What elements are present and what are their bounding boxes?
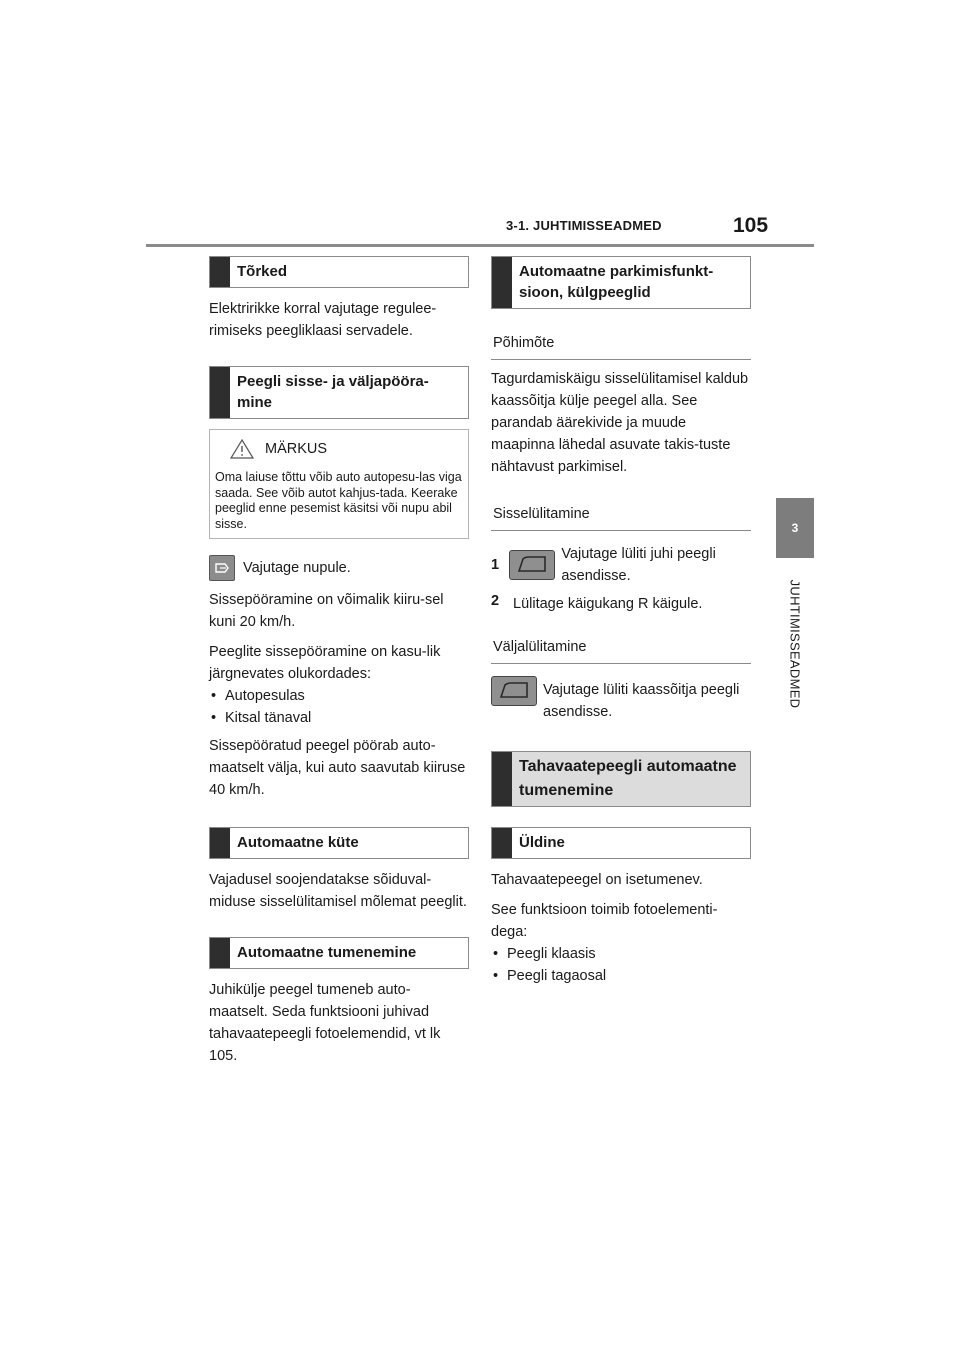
bullet-list xyxy=(209,685,469,729)
section-heading-heat xyxy=(209,827,469,859)
section-heading-general xyxy=(491,827,751,859)
heading-marker xyxy=(492,257,512,308)
section-heading-park xyxy=(491,256,751,309)
heading-marker xyxy=(210,828,230,858)
step-number: 1 xyxy=(491,557,500,573)
instruction-text: Vajutage lüliti kaassõitja peegli asendisse. xyxy=(543,682,740,720)
section-heading-fold xyxy=(209,366,469,419)
section-heading-rear-mirror xyxy=(491,751,751,807)
heading-text: Automaatne küte xyxy=(237,834,359,851)
step-number: 2 xyxy=(491,593,500,609)
paragraph: Vajadusel soojendatakse sõiduval-miduse sisselülitamisel mõlemat peeglit. xyxy=(209,872,467,910)
paragraph: Elektririkke korral vajutage regulee-rimiseks peegliklaasi servadele. xyxy=(209,301,437,339)
list-item: • Peegli tagaosal xyxy=(491,965,751,987)
heading-marker xyxy=(492,752,512,806)
step-text: Lülitage käigukang R käigule. xyxy=(513,596,703,612)
list-item: • Peegli klaasis xyxy=(491,943,751,965)
mirror-fold-button-icon xyxy=(209,555,235,581)
notice-header xyxy=(215,436,463,462)
fold-button-instruction xyxy=(209,555,469,581)
notice-box xyxy=(209,429,469,539)
step-text: Vajutage lüliti juhi peegli asendisse. xyxy=(561,546,716,584)
deactivation-instruction xyxy=(491,676,751,723)
heading-marker xyxy=(210,367,230,418)
passenger-mirror-switch-icon xyxy=(491,676,537,706)
heading-text: Automaatne parkimisfunkt-sioon, külgpeeglid xyxy=(519,263,714,301)
heading-text: Üldine xyxy=(519,834,565,851)
list-item: • Autopesulas xyxy=(209,685,469,707)
heading-text: Tahavaatepeegli automaatne tumenemine xyxy=(519,758,737,799)
paragraph: Peeglite sissepööramine on kasu-lik järgnevates olukordades: xyxy=(209,644,441,682)
chapter-tab: 3 xyxy=(776,498,814,558)
bullet-list xyxy=(491,943,751,987)
heading-text: Automaatne tumenemine xyxy=(237,944,417,961)
subheading-principle: Põhimõte xyxy=(491,333,751,360)
section-heading-torked xyxy=(209,256,469,288)
paragraph: Sissepööratud peegel pöörab auto-maatselt välja, kui auto saavutab kiiruse 40 km/h. xyxy=(209,738,466,798)
header-divider xyxy=(146,244,814,247)
list-item: • Kitsal tänaval xyxy=(209,707,469,729)
notice-title: MÄRKUS xyxy=(265,441,328,457)
warning-icon xyxy=(229,438,255,460)
instruction-text: Vajutage nupule. xyxy=(243,560,351,576)
step-1 xyxy=(491,543,751,587)
right-column xyxy=(491,256,751,987)
step-2 xyxy=(491,593,751,615)
heading-marker xyxy=(492,828,512,858)
chapter-tab-label-text: JUHTIMISSEADMED xyxy=(787,579,803,709)
paragraph: See funktsioon toimib fotoelementi-dega: xyxy=(491,902,718,940)
heading-text: Peegli sisse- ja väljapööra-mine xyxy=(237,373,429,411)
heading-text: Tõrked xyxy=(237,263,288,280)
heading-marker xyxy=(210,938,230,968)
subheading-activation: Sisselülitamine xyxy=(491,504,751,531)
paragraph: Juhikülje peegel tumeneb auto-maatselt. Seda funktsiooni juhivad tahavaatepeegli fotoelemendid, vt lk 105. xyxy=(209,982,441,1064)
section-heading-dim xyxy=(209,937,469,969)
chapter-title: 3-1. JUHTIMISSEADMED xyxy=(506,218,662,233)
paragraph: Sissepööramine on võimalik kiiru-sel kuni 20 km/h. xyxy=(209,592,444,630)
paragraph: Tagurdamiskäigu sisselülitamisel kaldub kaassõitja külje peegel alla. See parandab äärekivide ja muude maapinna lähedal asuvate takis-tuste nähtavust parkimisel. xyxy=(491,371,749,475)
driver-mirror-switch-icon xyxy=(509,550,555,580)
page-number: 105 xyxy=(733,214,769,237)
paragraph: Tahavaatepeegel on isetumenev. xyxy=(491,872,703,888)
left-column xyxy=(209,256,469,1067)
subheading-deactivation: Väljalülitamine xyxy=(491,637,751,664)
heading-marker xyxy=(210,257,230,287)
chapter-tab-label xyxy=(770,566,820,722)
notice-text: Oma laiuse tõttu võib auto autopesu-las viga saada. See võib autot kahjus-tada. Keerake peeglid enne pesemist käsitsi või nupu abil sisse. xyxy=(215,470,462,531)
